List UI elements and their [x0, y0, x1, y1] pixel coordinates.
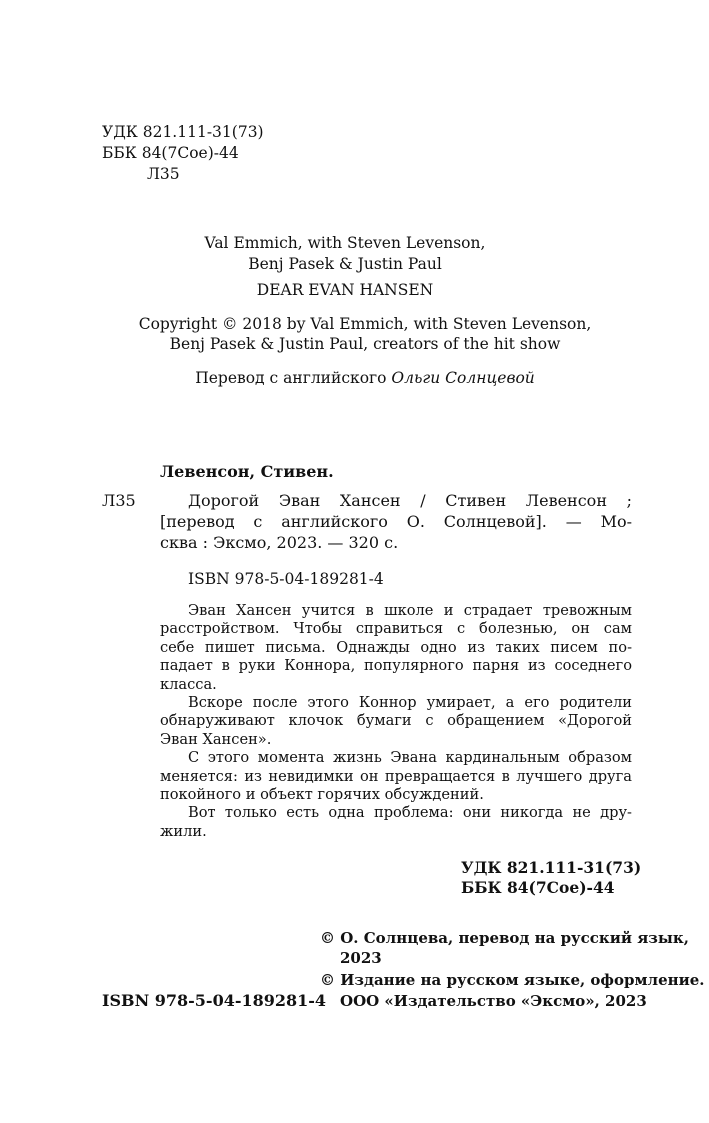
annotation-line: жили. — [160, 822, 207, 840]
annotation-line: Вот только есть одна проблема: они никогда не дру- — [188, 804, 632, 822]
footer-udk-code: УДК 821.111-31(73) — [461, 858, 642, 877]
annotation-line: падает в руки Коннора, популярного парня из соседнего — [160, 657, 632, 675]
original-authors-line2: Benj Pasek & Justin Paul — [248, 255, 442, 273]
annotation-line: обнаруживают клочок бумаги с обращением «Дорогой — [160, 712, 632, 730]
copyright-edition-line1: © Издание на русском языке, оформление. — [320, 971, 705, 989]
annotation-line: меняется: из невидимки он превращается в лучшего друга — [160, 767, 632, 785]
translation-prefix: Перевод с английского — [195, 369, 392, 387]
record-author-heading: Левенсон, Стивен. — [160, 462, 334, 481]
annotation-line: Эван Хансен». — [160, 730, 272, 748]
record-line2: [перевод с английского О. Солнцевой]. — Мо- — [160, 512, 632, 531]
copyright-edition-line2: ООО «Издательство «Эксмо», 2023 — [340, 992, 647, 1010]
record-line3: сква : Эксмо, 2023. — 320 с. — [160, 533, 399, 552]
copyright-translation-line2: 2023 — [340, 949, 382, 967]
original-authors-line1: Val Emmich, with Steven Levenson, — [204, 234, 486, 252]
footer-bbk-code: ББК 84(7Сое)-44 — [461, 878, 615, 897]
annotation-line: Эван Хансен учится в школе и страдает тревожным — [188, 602, 632, 619]
record-line1: Дорогой Эван Хансен / Стивен Левенсон ; — [188, 491, 632, 510]
translation-credit — [120, 368, 610, 388]
annotation — [160, 602, 632, 841]
annotation-line: расстройством. Чтобы справиться с болезнью, он сам — [160, 620, 632, 638]
record-mark: Л35 — [102, 491, 136, 510]
annotation-line: покойного и объект горячих обсуждений. — [160, 786, 484, 804]
record-isbn: ISBN 978-5-04-189281-4 — [188, 570, 384, 588]
annotation-line: себе пишет письма. Однажды одно из таких писем по- — [160, 638, 632, 656]
copyright-line2: Benj Pasek & Justin Paul, creators of the hit show — [169, 335, 561, 353]
udk-code: УДК 821.111-31(73) — [102, 123, 264, 141]
copyright-translation-line1: © О. Солнцева, перевод на русский язык, — [320, 929, 689, 947]
annotation-line: Вскоре после этого Коннор умирает, а его родители — [188, 694, 632, 712]
annotation-line: С этого момента жизнь Эвана кардинальным образом — [188, 749, 632, 767]
footer-isbn: ISBN 978-5-04-189281-4 — [102, 991, 327, 1010]
annotation-line: класса. — [160, 675, 217, 693]
copyright-line1: Copyright © 2018 by Val Emmich, with Steven Levenson, — [138, 315, 592, 333]
original-title: DEAR EVAN HANSEN — [256, 281, 434, 299]
translator-name: Ольги Солнцевой — [391, 369, 535, 387]
author-mark: Л35 — [147, 165, 180, 183]
bbk-code: ББК 84(7Сое)-44 — [102, 144, 239, 162]
